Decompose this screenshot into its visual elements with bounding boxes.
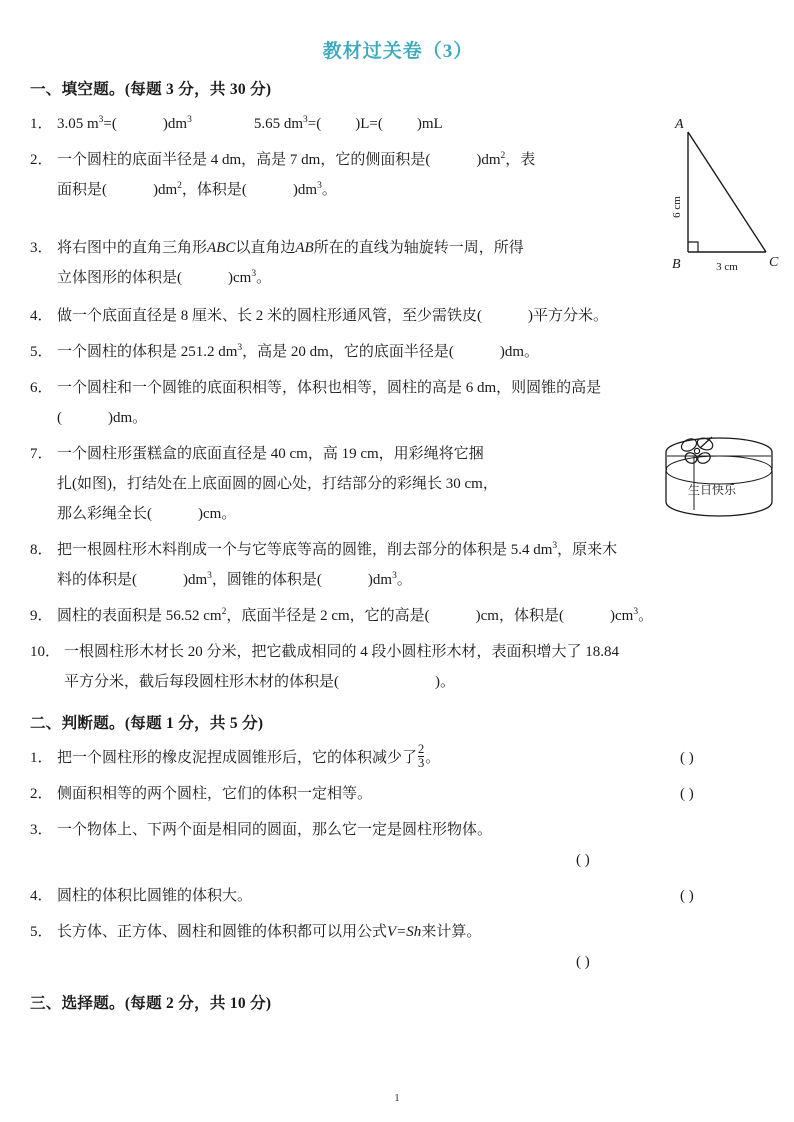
q9-part-c: )cm，体积是( — [475, 608, 564, 624]
q1-exp-1: 3 — [98, 115, 104, 125]
section-heading-fill-in-blanks — [30, 77, 766, 99]
section-title: 三、选择题。 — [30, 995, 125, 1012]
q1-part-f: )L=( — [355, 116, 383, 132]
section-title: 二、判断题。 — [30, 715, 125, 732]
q7-part-b: 扎(如图)，打结处在上底面圆的圆心处，打结部分的彩绳长 30 cm， — [57, 476, 498, 492]
question-6 — [30, 373, 766, 433]
tf5-part-b: 来计算。 — [421, 924, 482, 940]
q2-part-f: ，体积是( — [181, 182, 247, 198]
q6-part-a: 一个圆柱和一个圆锥的底面积相等，体积也相等，圆柱的高是 6 dm，则圆锥的高是 — [57, 380, 602, 396]
q5-part-b: ，高是 20 dm，它的底面半径是( — [242, 344, 454, 360]
q4-part-a: 做一个底面直径是 8 厘米、长 2 米的圆柱形通风管，至少需铁皮( — [57, 308, 482, 324]
section-points: (每题 2 分，共 10 分) — [124, 995, 272, 1012]
section-points: (每题 1 分，共 5 分) — [124, 715, 264, 732]
q1-part-c: )dm — [162, 116, 188, 132]
section-heading-true-false — [30, 711, 766, 733]
q8-part-c: 料的体积是( — [57, 572, 137, 588]
question-number: 1． — [30, 116, 53, 132]
q9-part-a: 圆柱的表面积是 56.52 cm — [57, 608, 222, 624]
question-text — [57, 337, 766, 367]
q7-part-c: 那么彩绳全长( — [57, 506, 152, 522]
tf2-text: 侧面积相等的两个圆柱，它们的体积一定相等。 — [57, 786, 373, 802]
q5-exp-1: 3 — [237, 343, 243, 353]
question-text — [57, 145, 766, 227]
q2-part-a: 一个圆柱的底面半径是 4 dm，高是 7 dm，它的侧面积是( — [57, 152, 431, 168]
question-text — [57, 815, 766, 875]
question-5 — [30, 337, 766, 367]
question-number: 2． — [30, 786, 53, 802]
q7-part-d: )cm。 — [198, 506, 237, 522]
tf-question-2 — [30, 779, 766, 809]
q1-part-g: )mL — [416, 116, 443, 132]
q7-part-a: 一个圆柱形蛋糕盒的底面直径是 40 cm，高 19 cm，用彩绳将它捆 — [57, 446, 484, 462]
tf-question-4 — [30, 881, 766, 911]
question-number: 5． — [30, 344, 53, 360]
q9-part-d: )cm — [609, 608, 634, 624]
question-number: 3． — [30, 240, 53, 256]
q2-part-g: )dm — [292, 182, 318, 198]
q3-part-d: 立体图形的体积是( — [57, 270, 182, 286]
tf5-part-a: 长方体、正方体、圆柱和圆锥的体积都可以用公式 — [57, 924, 388, 940]
q3-part-a: 将右图中的直角三角形 — [57, 240, 208, 256]
question-number: 9． — [30, 608, 53, 624]
q2-part-c: ，表 — [505, 152, 536, 168]
q5-part-a: 一个圆柱的体积是 251.2 dm — [57, 344, 238, 360]
q3-part-f: 。 — [256, 270, 272, 286]
q3-label-ab: AB — [295, 240, 314, 256]
question-number: 1． — [30, 750, 53, 766]
svg-text:6 cm: 6 cm — [671, 196, 683, 218]
q1-part-a: 3.05 m — [57, 116, 99, 132]
q3-label-abc: ABC — [207, 240, 236, 256]
question-7 — [30, 439, 766, 529]
q8-part-d: )dm — [183, 572, 208, 588]
question-2 — [30, 145, 766, 227]
question-text — [57, 301, 766, 331]
q9-part-b: ，底面半径是 2 cm，它的高是( — [226, 608, 430, 624]
tf1-part-b: 。 — [425, 750, 441, 766]
answer-paren[interactable]: ( ) — [680, 750, 694, 766]
question-text — [57, 601, 766, 631]
q9-part-e: 。 — [638, 608, 654, 624]
q1-exp-3: 3 — [302, 115, 308, 125]
answer-paren[interactable]: ( ) — [680, 888, 694, 904]
question-text — [57, 109, 766, 139]
q5-part-c: )dm。 — [499, 344, 540, 360]
q10-part-b: 平方分米，截后每段圆柱形木材的体积是( — [64, 674, 339, 690]
answer-paren[interactable]: ( ) — [576, 954, 590, 970]
q1-part-b: =( — [103, 116, 117, 132]
page-number: 1 — [394, 1092, 400, 1104]
question-number: 2． — [30, 152, 53, 168]
svg-text:C: C — [769, 255, 779, 270]
figure-wrap-spacer — [616, 233, 766, 295]
question-number: 10． — [30, 644, 61, 660]
question-text — [57, 439, 766, 529]
section-heading-multiple-choice — [30, 991, 766, 1013]
cake-greeting-text: 生日快乐 — [687, 483, 737, 497]
question-8 — [30, 535, 766, 595]
q2-part-h: 。 — [321, 182, 337, 198]
question-text — [57, 373, 766, 433]
question-text — [57, 233, 766, 295]
question-number: 6． — [30, 380, 53, 396]
question-text — [57, 743, 766, 773]
q8-exp-2: 3 — [207, 571, 212, 581]
svg-text:B: B — [672, 257, 681, 272]
q9-exp-2: 3 — [633, 607, 639, 617]
q8-exp-3: 3 — [392, 571, 397, 581]
answer-paren[interactable]: ( ) — [680, 786, 694, 802]
formula-v-equals-sh: V=Sh — [387, 924, 422, 940]
q8-part-b: ，原来木 — [557, 542, 618, 558]
tf-question-5 — [30, 917, 766, 977]
q1-exp-2: 3 — [187, 115, 192, 125]
q2-exp-3: 3 — [317, 181, 322, 191]
q10-part-c: )。 — [435, 674, 455, 690]
q10-part-a: 一根圆柱形木材长 20 分米，把它截成相同的 4 段小圆柱形木材，表面积增大了 18.84 — [64, 644, 620, 660]
figure-wrap-spacer — [636, 439, 766, 529]
q2-part-b: )dm — [476, 152, 501, 168]
tf1-part-a: 把一个圆柱形的橡皮泥捏成圆锥形后，它的体积减少了 — [57, 750, 418, 766]
fraction-two-thirds — [418, 743, 424, 770]
q3-exp-1: 3 — [251, 269, 257, 279]
question-9 — [30, 601, 766, 631]
question-text — [57, 881, 766, 911]
q2-part-d: 面积是( — [57, 182, 107, 198]
section-title: 一、填空题。 — [30, 81, 125, 98]
q6-part-c: )dm。 — [108, 410, 148, 426]
section-points: (每题 3 分，共 30 分) — [124, 81, 272, 98]
tf-question-1 — [30, 743, 766, 773]
question-1 — [30, 109, 766, 139]
q4-part-b: )平方分米。 — [528, 308, 608, 324]
question-3 — [30, 233, 766, 295]
question-number: 8． — [30, 542, 53, 558]
q8-part-e: ，圆锥的体积是( — [211, 572, 322, 588]
tf-question-3 — [30, 815, 766, 875]
q8-part-g: 。 — [396, 572, 412, 588]
q3-part-c: 所在的直线为轴旋转一周，所得 — [313, 240, 524, 256]
q8-exp-1: 3 — [552, 541, 558, 551]
q3-part-e: )cm — [228, 270, 252, 286]
tf4-text: 圆柱的体积比圆锥的体积大。 — [57, 888, 253, 904]
q2-exp-2: 2 — [177, 181, 182, 191]
q2-part-e: )dm — [153, 182, 178, 198]
figure-wrap-spacer — [616, 145, 766, 227]
fraction-numerator: 2 — [418, 742, 425, 757]
question-number: 7． — [30, 446, 53, 462]
question-number: 4． — [30, 888, 53, 904]
page-title: 教材过关卷（3） — [322, 41, 474, 62]
question-number: 3． — [30, 822, 53, 838]
question-text — [64, 637, 766, 697]
q8-part-a: 把一根圆柱形木料削成一个与它等底等高的圆锥，削去部分的体积是 5.4 dm — [57, 542, 553, 558]
fraction-denominator: 3 — [418, 756, 425, 771]
tf3-text: 一个物体上、下两个面是相同的圆面，那么它一定是圆柱形物体。 — [57, 822, 493, 838]
question-4 — [30, 301, 766, 331]
q9-exp-1: 2 — [221, 607, 227, 617]
q3-part-b: 以直角边 — [235, 240, 296, 256]
question-text — [57, 779, 766, 809]
q1-part-e: =( — [307, 116, 322, 132]
q8-part-f: )dm — [367, 572, 393, 588]
question-text — [57, 917, 766, 977]
q6-part-b: ( — [57, 410, 62, 426]
svg-text:3 cm: 3 cm — [716, 261, 738, 273]
q1-part-d: 5.65 dm — [253, 116, 303, 132]
question-10 — [30, 637, 766, 697]
question-number: 5． — [30, 924, 53, 940]
question-number: 4． — [30, 308, 53, 324]
svg-text:A: A — [675, 117, 684, 132]
question-text — [57, 535, 766, 595]
answer-paren[interactable]: ( ) — [576, 852, 590, 868]
q2-exp-1: 2 — [500, 151, 506, 161]
